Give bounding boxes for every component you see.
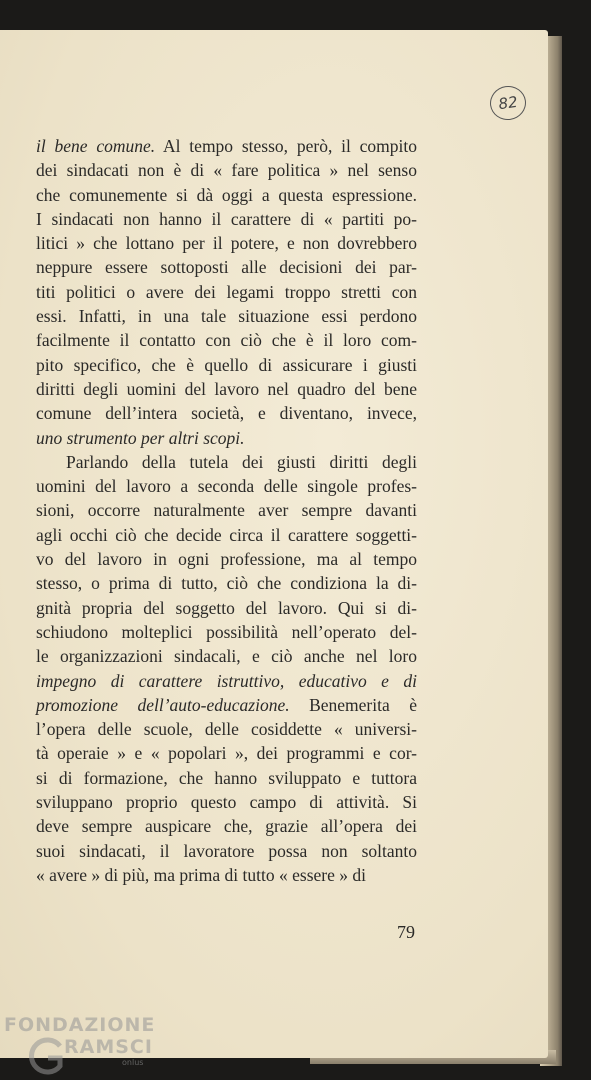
watermark-onlus: onlus <box>122 1058 144 1067</box>
handwritten-folio-mark: 82 <box>488 84 528 123</box>
text-line <box>36 620 417 644</box>
text-segment: agli occhi ciò che decide circa il carattere soggetti- <box>36 524 417 545</box>
text-line <box>36 547 417 571</box>
text-segment: Benemerita è <box>289 694 417 715</box>
text-line <box>36 280 417 304</box>
text-segment: titi politici o avere dei legami troppo stretti con <box>36 281 417 302</box>
watermark-line2: RAMSCI <box>64 1036 153 1058</box>
watermark-logo-icon <box>26 1036 66 1076</box>
text-segment: che comunemente si dà oggi a questa espressione. <box>36 184 417 205</box>
text-line <box>36 134 417 158</box>
text-line <box>36 839 417 863</box>
watermark <box>4 1014 154 1074</box>
text-segment: uomini del lavoro a seconda delle singole profes- <box>36 476 417 497</box>
text-segment: litici » che lottano per il potere, e non dovrebbero <box>36 233 417 254</box>
text-line <box>36 426 417 450</box>
text-line <box>36 450 417 474</box>
text-line <box>36 741 417 765</box>
text-segment: dei sindacati non è di « fare politica » nel senso <box>36 160 417 181</box>
italic-segment: promozione dell’auto-educazione. <box>36 694 290 715</box>
body-text <box>36 134 417 887</box>
page-number: 79 <box>397 922 415 942</box>
italic-segment: impegno di carattere istruttivo, educativo e di <box>36 670 417 691</box>
text-line <box>36 401 417 425</box>
text-line <box>36 353 417 377</box>
text-line <box>36 693 417 717</box>
text-line <box>36 571 417 595</box>
text-line <box>36 474 417 498</box>
text-line <box>36 717 417 741</box>
text-segment: gnità propria del soggetto del lavoro. Qui si di- <box>36 597 417 618</box>
italic-segment: uno strumento per altri scopi. <box>36 427 245 448</box>
text-line <box>36 207 417 231</box>
italic-segment: il bene comune. <box>36 136 156 156</box>
text-segment: facilmente il contatto con ciò che è il loro com- <box>36 330 417 351</box>
text-segment: l’opera delle scuole, delle cosiddette « universi- <box>36 719 417 740</box>
text-line <box>36 328 417 352</box>
text-segment: diritti degli uomini del lavoro nel quadro del bene <box>36 378 417 399</box>
text-segment: vo del lavoro in ogni professione, ma al tempo <box>36 549 417 570</box>
text-segment: stesso, o prima di tutto, ciò che condiziona la di- <box>36 573 417 594</box>
text-line <box>36 596 417 620</box>
text-segment: suoi sindacati, il lavoratore possa non soltanto <box>36 840 417 861</box>
text-segment: I sindacati non hanno il carattere di « partiti po- <box>36 208 417 229</box>
text-line <box>36 863 417 887</box>
text-line <box>36 523 417 547</box>
text-line <box>36 231 417 255</box>
text-line <box>36 158 417 182</box>
text-segment: comune dell’intera società, e diventano, invece, <box>36 403 417 424</box>
text-segment: pito specifico, che è quello di assicurare i giusti <box>36 354 417 375</box>
text-segment: essi. Infatti, in una tale situazione essi perdono <box>36 306 417 327</box>
text-segment: tà operaie » e « popolari », dei programmi e cor- <box>36 743 417 764</box>
text-segment: si di formazione, che hanno sviluppato e tuttora <box>36 767 417 788</box>
text-line <box>36 814 417 838</box>
text-line <box>36 304 417 328</box>
watermark-line1: FONDAZIONE <box>4 1014 156 1036</box>
text-segment: Parlando della tutela dei giusti diritti degli <box>66 451 417 472</box>
text-line <box>36 498 417 522</box>
text-line <box>36 766 417 790</box>
text-segment: « avere » di più, ma prima di tutto « essere » di <box>36 864 366 885</box>
text-line <box>36 669 417 693</box>
text-segment: Al tempo stesso, però, il compito <box>155 136 417 156</box>
text-line <box>36 644 417 668</box>
text-segment: deve sempre auspicare che, grazie all’opera dei <box>36 816 417 837</box>
text-segment: le organizzazioni sindacali, e ciò anche nel loro <box>36 646 417 667</box>
text-line <box>36 183 417 207</box>
text-segment: sviluppano proprio questo campo di attività. Si <box>36 792 417 813</box>
text-segment: schiudono molteplici possibilità nell’operato del- <box>36 621 417 642</box>
text-line <box>36 377 417 401</box>
text-segment: sioni, occorre naturalmente aver sempre davanti <box>36 500 417 521</box>
text-line <box>36 790 417 814</box>
text-segment: neppure essere sottoposti alle decisioni dei par- <box>36 257 417 278</box>
text-line <box>36 255 417 279</box>
